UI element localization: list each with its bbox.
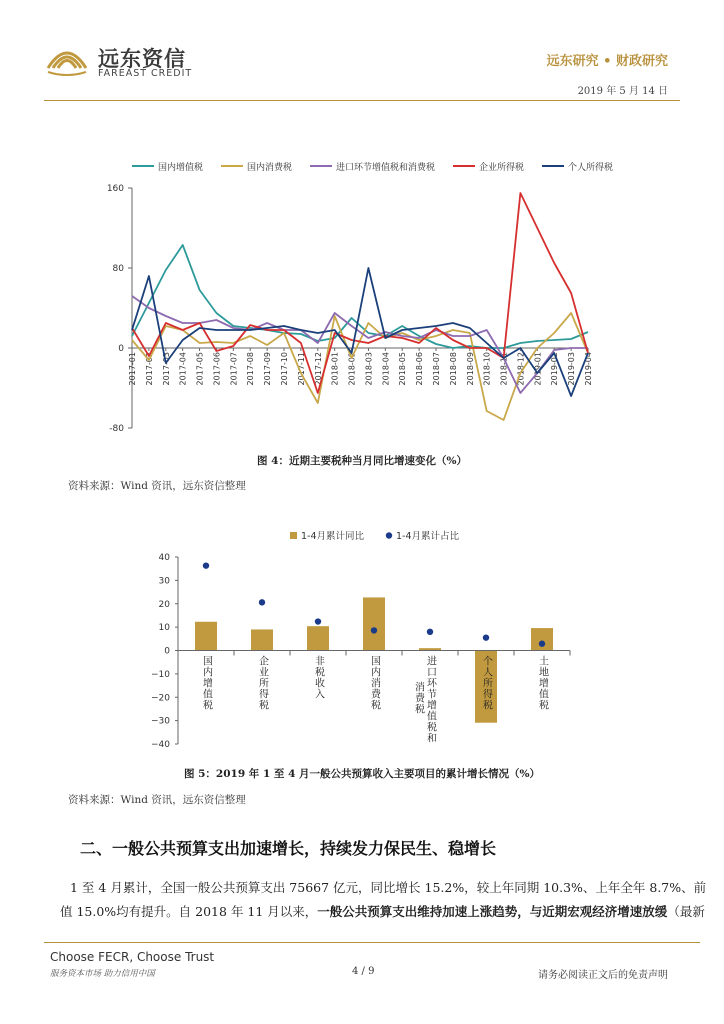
category-label-char: 企 bbox=[259, 656, 269, 668]
bar-1 bbox=[251, 629, 273, 650]
y-tick-label: 80 bbox=[112, 264, 124, 274]
bar-3 bbox=[363, 597, 385, 650]
legend-label-4: 个人所得税 bbox=[568, 163, 614, 173]
x-tick-label: 2018-02 bbox=[347, 352, 357, 386]
y-tick-label: 0 bbox=[164, 646, 170, 657]
category-label-char: 国 bbox=[203, 656, 213, 668]
figure-4-line-chart bbox=[60, 150, 680, 442]
logo-name-cn: 远东资信 bbox=[98, 47, 186, 71]
x-tick-label: 2018-05 bbox=[398, 352, 408, 386]
dot-1 bbox=[259, 599, 265, 605]
figure-5-caption: 图 5：2019 年 1 至 4 月一般公共预算收入主要项目的累计增长情况（%） bbox=[183, 768, 541, 780]
logo-name-en: FAREAST CREDIT bbox=[98, 68, 193, 79]
bar-6 bbox=[531, 628, 553, 650]
figure-4-caption: 图 4：近期主要税种当月同比增速变化（%） bbox=[257, 455, 467, 467]
category-label-char: 值 bbox=[539, 689, 549, 701]
x-tick-label: 2017-01 bbox=[128, 352, 137, 386]
x-tick-label: 2019-04 bbox=[584, 352, 593, 386]
x-tick-label: 2017-05 bbox=[195, 352, 205, 386]
y-tick-label: −40 bbox=[151, 740, 170, 750]
category-label-char: 环 bbox=[427, 678, 437, 690]
report-category: 远东研究 • 财政研究 bbox=[546, 54, 668, 69]
dot-0 bbox=[203, 562, 209, 568]
category-label-char: 收 bbox=[315, 678, 325, 690]
x-tick-label: 2017-02 bbox=[144, 352, 154, 386]
category-label-char: 税 bbox=[539, 700, 549, 712]
x-tick-label: 2019-01 bbox=[533, 352, 543, 386]
page-number: 4 / 9 bbox=[352, 966, 375, 977]
category-label-char: 个 bbox=[483, 656, 493, 668]
category-label-char: 所 bbox=[259, 678, 269, 690]
category-label-char: 税 bbox=[371, 700, 381, 712]
y-tick-label: 20 bbox=[158, 599, 170, 610]
legend-dot-label: 1-4月累计占比 bbox=[396, 531, 460, 542]
x-tick-label: 2018-04 bbox=[381, 352, 391, 386]
body-paragraph bbox=[60, 876, 707, 924]
legend-bar-swatch bbox=[290, 532, 297, 539]
dot-3 bbox=[371, 627, 377, 633]
x-tick-label: 2018-08 bbox=[448, 352, 458, 386]
footer-divider bbox=[44, 942, 700, 943]
legend-dot-swatch bbox=[386, 532, 392, 538]
category-label-char: 得 bbox=[259, 689, 269, 701]
paragraph-emphasis: 一般公共预算支出维持加速上涨趋势，与近期宏观经济增速放缓 bbox=[317, 904, 668, 919]
paragraph-line-1: 1 至 4 月累计，全国一般公共预算支出 75667 亿元，同比增长 15.2%，较上年同期 10.3%、上年全年 8.7%、前 bbox=[70, 880, 707, 895]
category-label-char: 费 bbox=[415, 693, 425, 705]
category-label-char: 消 bbox=[371, 678, 381, 690]
category-label-char: 地 bbox=[539, 667, 549, 679]
category-label-char: 得 bbox=[483, 689, 493, 701]
category-label-char: 内 bbox=[371, 667, 381, 679]
report-date: 2019 年 5 月 14 日 bbox=[577, 86, 668, 97]
y-tick-label: 0 bbox=[118, 344, 124, 354]
category-label-char: 值 bbox=[203, 689, 213, 701]
dot-4 bbox=[427, 629, 433, 635]
x-tick-label: 2018-10 bbox=[482, 352, 492, 386]
figure-5-bar-chart bbox=[130, 522, 600, 757]
x-tick-label: 2019-03 bbox=[567, 352, 577, 386]
paragraph-line-2 bbox=[60, 900, 705, 924]
y-tick-label: 160 bbox=[106, 184, 124, 194]
x-tick-label: 2018-07 bbox=[432, 352, 441, 386]
category-label-char: 节 bbox=[427, 689, 437, 701]
bar-2 bbox=[307, 626, 329, 650]
category-label-char: 增 bbox=[539, 678, 549, 690]
paragraph-text-end: （最新 bbox=[667, 904, 705, 919]
y-tick-label: 10 bbox=[158, 623, 170, 634]
x-tick-label: 2017-06 bbox=[212, 352, 222, 386]
legend-label-3: 企业所得税 bbox=[479, 163, 525, 173]
legend-bar-label: 1-4月累计同比 bbox=[301, 531, 365, 542]
section-heading: 二、一般公共预算支出加速增长，持续发力保民生、稳增长 bbox=[80, 839, 497, 858]
bar-0 bbox=[195, 622, 217, 651]
x-tick-label: 2018-01 bbox=[330, 352, 340, 386]
legend-label-0: 国内增值税 bbox=[158, 163, 204, 173]
category-label-char: 增 bbox=[203, 678, 213, 690]
category-label-char: 内 bbox=[203, 667, 213, 679]
category-label-char: 所 bbox=[483, 678, 493, 690]
x-tick-label: 2017-04 bbox=[178, 352, 188, 386]
x-tick-label: 2019-02 bbox=[550, 352, 560, 386]
category-label-char: 税 bbox=[315, 667, 325, 679]
legend-label-1: 国内消费税 bbox=[247, 163, 293, 173]
x-tick-label: 2017-03 bbox=[161, 352, 171, 386]
category-label-char: 费 bbox=[371, 689, 381, 701]
figure-4-source: 资料来源：Wind 资讯，远东资信整理 bbox=[68, 480, 246, 492]
category-label-char: 进 bbox=[427, 656, 437, 668]
header-divider bbox=[44, 100, 680, 101]
dot-5 bbox=[483, 634, 489, 640]
y-tick-label: 40 bbox=[158, 553, 170, 563]
legend-label-2: 进口环节增值税和消费税 bbox=[336, 163, 436, 173]
category-label-char: 税 bbox=[259, 700, 269, 712]
y-tick-label: −10 bbox=[151, 669, 170, 680]
category-label-char: 非 bbox=[315, 656, 325, 668]
x-tick-label: 2017-12 bbox=[313, 352, 323, 386]
paragraph-text: 值 15.0%均有提升。自 2018 年 11 月以来， bbox=[60, 904, 318, 919]
dot-6 bbox=[539, 641, 545, 647]
category-label-char: 口 bbox=[427, 667, 437, 679]
category-label-char: 值 bbox=[427, 711, 437, 723]
category-label-char: 税 bbox=[203, 700, 213, 712]
x-tick-label: 2018-03 bbox=[364, 352, 374, 386]
category-label-char: 人 bbox=[483, 667, 493, 679]
category-label-char: 消 bbox=[415, 682, 425, 694]
x-tick-label: 2017-08 bbox=[246, 352, 256, 386]
y-tick-label: −20 bbox=[151, 693, 170, 704]
figure-5-source: 资料来源：Wind 资讯，远东资信整理 bbox=[68, 794, 246, 806]
x-tick-label: 2018-06 bbox=[415, 352, 425, 386]
y-tick-label: -80 bbox=[109, 424, 124, 434]
x-tick-label: 2017-10 bbox=[280, 352, 289, 386]
category-label-char: 业 bbox=[259, 667, 269, 679]
category-label-char: 国 bbox=[371, 656, 381, 668]
category-label-char: 土 bbox=[539, 656, 549, 668]
x-tick-label: 2018-12 bbox=[516, 352, 526, 386]
y-tick-label: −30 bbox=[151, 716, 170, 727]
x-tick-label: 2017-07 bbox=[229, 352, 239, 386]
footer-slogan: Choose FECR, Choose Trust bbox=[50, 950, 215, 964]
category-label-char: 税 bbox=[415, 704, 425, 716]
category-label-char: 和 bbox=[427, 733, 437, 745]
category-label-char: 入 bbox=[315, 689, 325, 701]
x-tick-label: 2018-09 bbox=[465, 352, 475, 386]
x-tick-label: 2017-11 bbox=[296, 352, 306, 386]
header bbox=[0, 0, 724, 110]
x-tick-label: 2018-11 bbox=[499, 352, 509, 386]
logo-icon bbox=[44, 42, 90, 76]
x-tick-label: 2017-09 bbox=[263, 352, 273, 386]
category-label-char: 增 bbox=[427, 700, 437, 712]
category-label-char: 税 bbox=[483, 700, 493, 712]
dot-2 bbox=[315, 618, 321, 624]
category-label-char: 税 bbox=[427, 722, 437, 734]
disclaimer-note: 请务必阅读正文后的免责声明 bbox=[538, 970, 668, 981]
footer-subslogan: 服务资本市场 助力信用中国 bbox=[50, 969, 155, 979]
y-tick-label: 30 bbox=[158, 576, 170, 587]
